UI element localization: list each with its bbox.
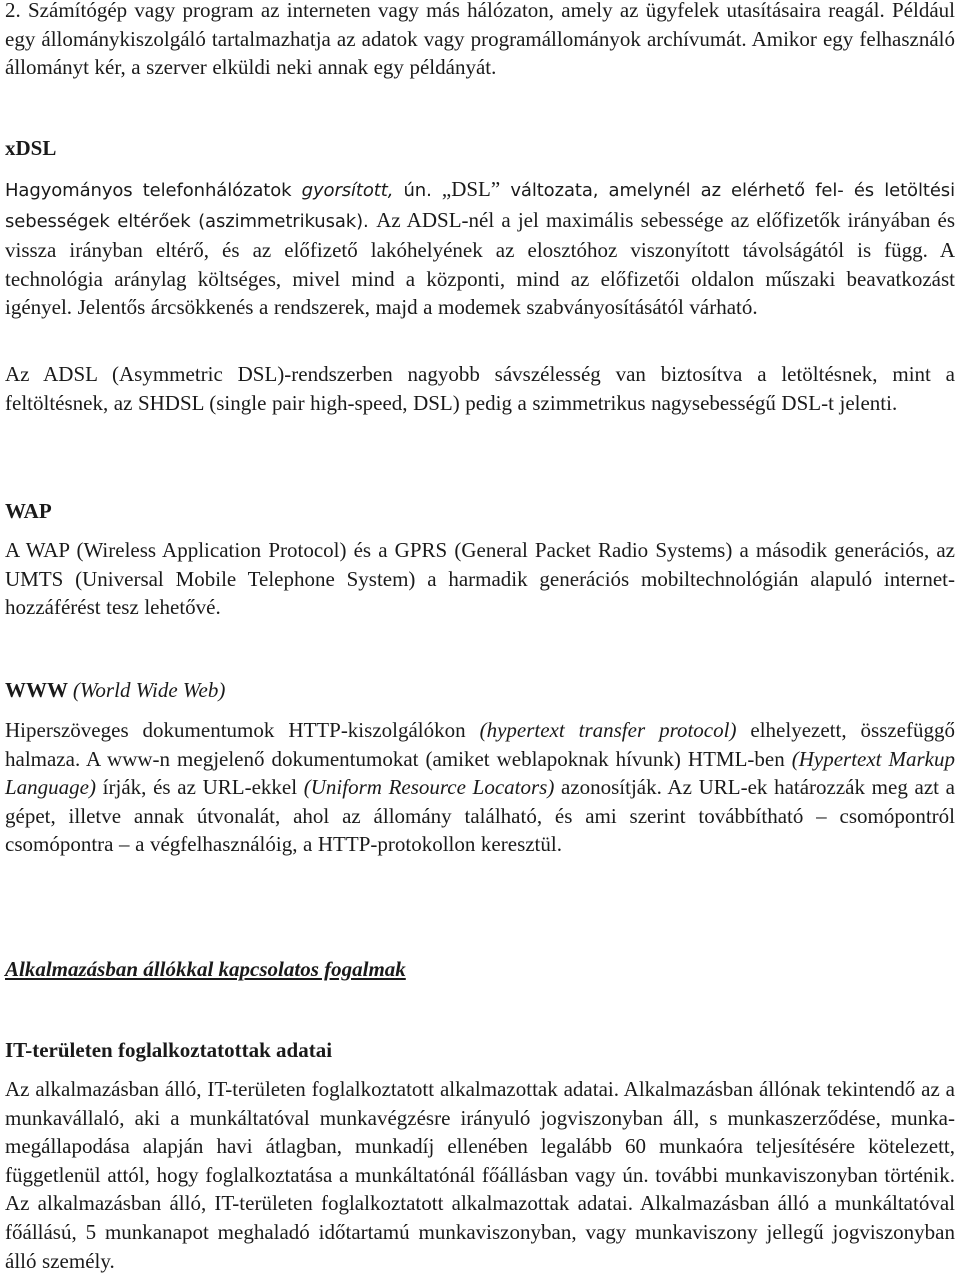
xdsl-p1-text-a: Hagyományos telefonhálózatok <box>5 180 302 201</box>
it-paragraph: Az alkalmazásban álló, IT-területen foglalkoztatott alkalmazottak adatai. Alkalmazásban állónak tekintendő az a munkavállaló, aki a munkáltatóval munkavégzésre irányuló jogviszonyban áll, s munkaszerződése, munka-megállapodása alapján havi átlagban, munkadíj ellenében legalább 60 munkaóra teljesítésére kötelezett, függetlenül attól, hogy foglalkoztatása a munkáltatónál főállásban vagy ún. további munkaviszonyban történik. Az alkalmazásban álló, IT-területen foglalkoztatott alkalmazottak adatai. Alkalmazásban álló a munkáltatóval főállású, 5 munkanapot meghaladó időtartamú munkaviszonyban, vagy munkaviszony jellegű jogviszonyban álló személy. <box>5 1077 955 1273</box>
www-heading-italic: (World Wide Web) <box>72 678 226 702</box>
www-p-text-a: Hiperszöveges dokumentumok HTTP-kiszolgálókon <box>5 718 480 742</box>
xdsl-p1-emphasis: gyorsított, <box>301 180 394 201</box>
xdsl-p1-text-d: Az ADSL-nél a jel maximális sebessége az előfizetők irányában és vissza irányban eltérő, és az előfizető lakóhelyének az elosztóhoz viszonyított távolságától is függ. A technológia aránylag költséges, mivel mind a központi, mind az előfizetői oldalon műszaki beavatkozást igényel. Jelentős árcsökkenés a rendszerek, majd a modemek szabványosításától várható. <box>5 207 955 320</box>
xdsl-p1-text-b: ún. <box>393 180 442 201</box>
it-heading: IT-területen foglalkoztatottak adatai <box>5 1038 333 1062</box>
wap-paragraph: A WAP (Wireless Application Protocol) és a GPRS (General Packet Radio Systems) a második generációs, az UMTS (Universal Mobile Telephone System) a harmadik generációs mobiltechnológián alapuló internet-hozzáférést tesz lehetővé. <box>5 538 955 620</box>
xdsl-p1-dsl-quoted: „DSL” <box>441 177 501 201</box>
section-title: Alkalmazásban állókkal kapcsolatos fogalmak <box>5 957 406 981</box>
www-p-emphasis-3: (Uniform Resource Locators) <box>303 775 555 800</box>
xdsl-heading: xDSL <box>5 136 57 160</box>
xdsl-p1-text-c: változata, amelynél az elérhető fel- és letöltési sebességek eltérőek (aszimmetrikusak). <box>5 180 955 232</box>
www-p-emphasis-1: (hypertext transfer protocol) <box>479 718 737 742</box>
wap-heading: WAP <box>5 499 52 523</box>
xdsl-paragraph-1 <box>5 175 955 322</box>
www-heading-bold: WWW <box>5 678 68 702</box>
www-paragraph <box>5 716 955 859</box>
xdsl-paragraph-2: Az ADSL (Asymmetric DSL)-rendszerben nagyobb sávszélesség van biztosítva a letöltésnek, mint a feltöltésnek, az SHDSL (single pair high-speed, DSL) pedig a szimmetrikus nagysebességű DSL-t jelenti. <box>5 362 955 415</box>
www-heading <box>5 676 955 704</box>
www-p-text-c: írják, és az URL-ekkel <box>96 775 304 800</box>
www-p-emphasis-2: (Hypertext Markup Language) <box>5 746 956 800</box>
server-definition-paragraph: 2. Számítógép vagy program az interneten vagy más hálózaton, amely az ügyfelek utasításaira reagál. Például egy állománykiszolgáló tartalmazhatja az adatok vagy programállományok archívumát. Amikor egy felhasználó állományt kér, a szerver elküldi neki annak egy példányát. <box>5 0 955 80</box>
www-p-text-b: elhelyezett, összefüggő halmaza. A www-n megjelenő dokumentumokat (amiket weblapoknak hívunk) HTML-ben <box>5 718 955 771</box>
www-p-text-d: azonosítják. Az URL-ek határozzák meg azt a gépet, illetve annak útvonalát, ahol az állomány található, és ami szerint továbbítható – csomópontról csomópontra – a végfelhasználóig, a HTTP-protokollon keresztül. <box>5 775 955 857</box>
